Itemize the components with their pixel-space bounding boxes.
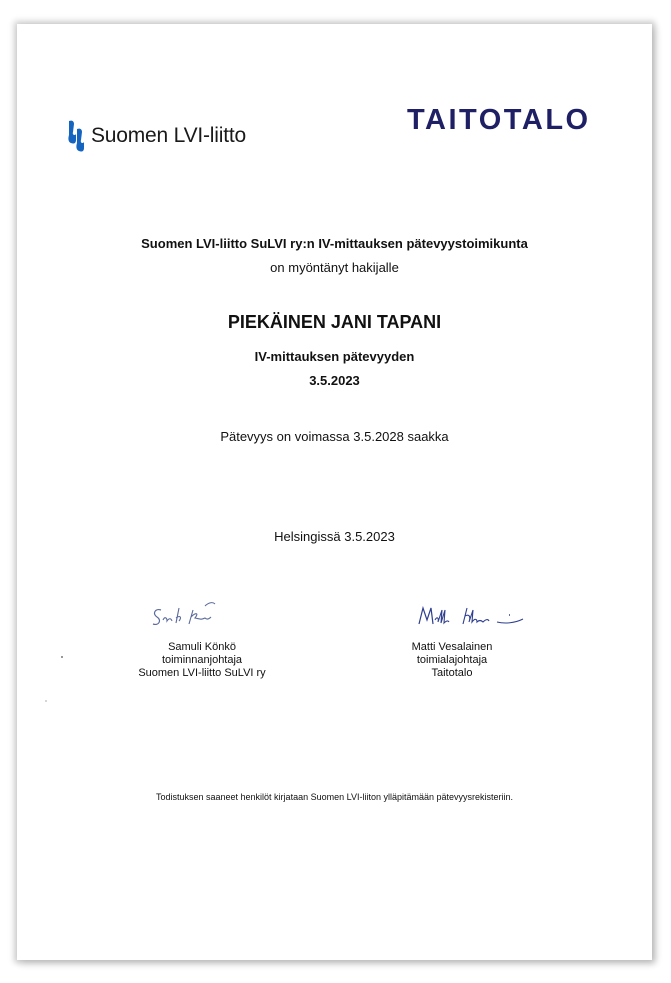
suomen-lvi-liitto-logo [67, 120, 246, 152]
taitotalo-logo: TAITOTALO [407, 104, 591, 136]
lvi-liitto-mark-icon [67, 120, 87, 152]
signer-title: toiminnanjohtaja [161, 654, 243, 666]
footer-note: Todistuksen saaneet henkilöt kirjataan Suomen LVI-liiton ylläpitämään pätevyysrekisteriin. [155, 792, 514, 802]
signer-left [117, 641, 287, 680]
validity-statement: Pätevyys on voimassa 3.5.2028 saakka [220, 429, 449, 444]
signer-name: Matti Vesalainen [411, 641, 493, 653]
qualification-title: IV-mittauksen pätevyyden [254, 349, 415, 364]
signer-name: Samuli Könkö [168, 641, 236, 653]
signer-organization: Suomen LVI-liitto SuLVI ry [138, 667, 266, 679]
signature-samuli-konko-icon [149, 596, 239, 632]
signer-right [377, 641, 527, 680]
lvi-liitto-logo-text: Suomen LVI-liitto [91, 124, 246, 147]
qualification-date: 3.5.2023 [309, 373, 360, 388]
place-and-date: Helsingissä 3.5.2023 [274, 529, 395, 544]
signature-matti-vesalainen-icon [415, 602, 545, 632]
signer-title: toimialajohtaja [416, 654, 488, 666]
signer-organization: Taitotalo [431, 667, 473, 679]
recipient-name: PIEKÄINEN JANI TAPANI [227, 312, 442, 332]
granted-line: on myöntänyt hakijalle [270, 260, 399, 275]
scan-speck [45, 700, 47, 702]
scan-speck [61, 656, 63, 658]
certificate-page [17, 24, 652, 960]
issuer-line: Suomen LVI-liitto SuLVI ry:n IV-mittauksen pätevyystoimikunta [141, 236, 528, 251]
